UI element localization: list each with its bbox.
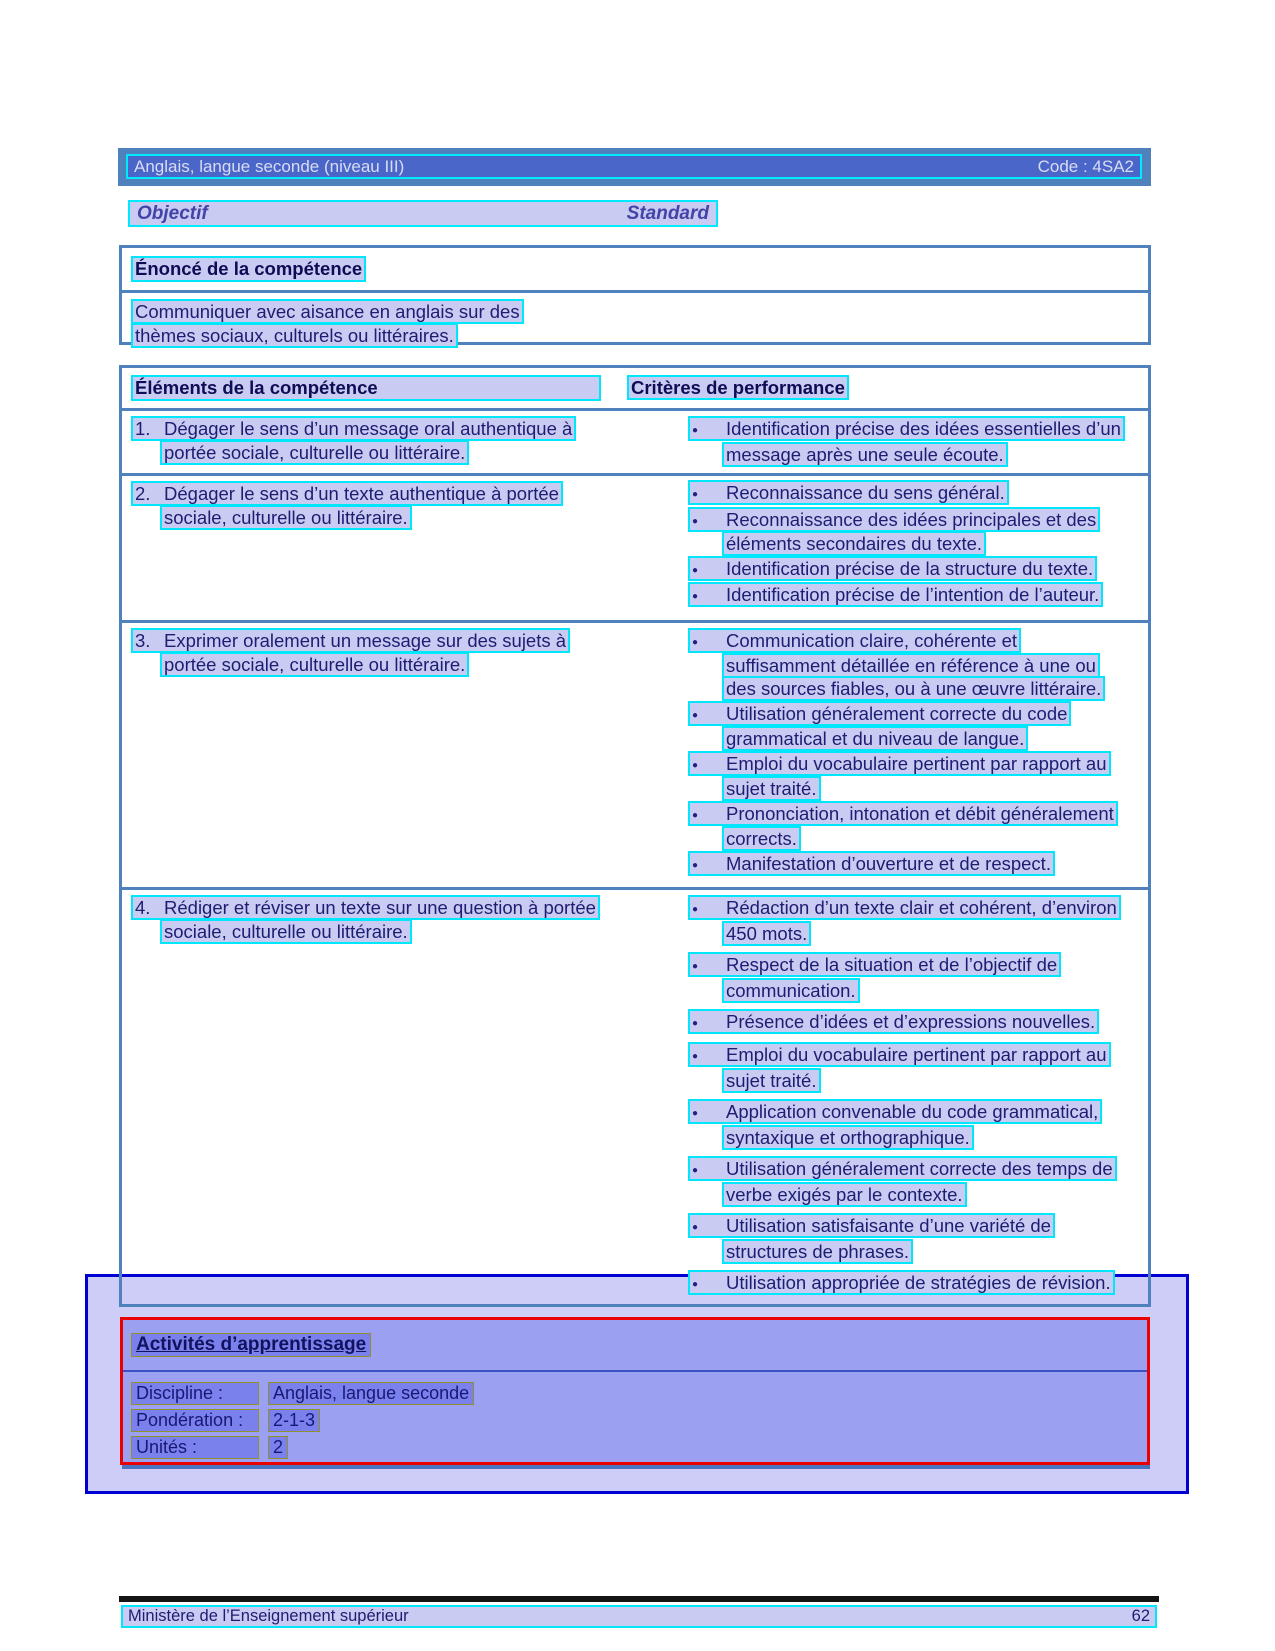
- criterion-text: Identification précise de l’intention de l’auteur.: [726, 584, 1100, 605]
- enonce-body-row: [122, 293, 1148, 348]
- item-text: Exprimer oralement un message sur des sujets à portée sociale, culturelle ou littéraire.: [164, 630, 567, 675]
- criterion: [688, 417, 1129, 467]
- criterion: [688, 1271, 1129, 1297]
- bullet-icon: ●: [692, 489, 699, 500]
- item-number: 2.: [135, 483, 151, 504]
- criterion: [688, 1043, 1129, 1093]
- criterion-text: Prononciation, intonation et débit généralement corrects.: [726, 803, 1114, 849]
- table-row: [122, 408, 1148, 473]
- bullet-icon: ●: [692, 961, 699, 972]
- bullet-icon: ●: [692, 591, 699, 602]
- bullet-icon: ●: [692, 637, 699, 648]
- criterion: [688, 896, 1129, 946]
- footer-page-number: 62: [1131, 1607, 1150, 1625]
- criterion: [688, 802, 1129, 850]
- criterion: [688, 1157, 1129, 1207]
- bullet-icon: ●: [692, 425, 699, 436]
- course-title: Anglais, langue seconde (niveau III): [134, 156, 405, 176]
- criterion: [688, 1010, 1129, 1036]
- bullet-icon: ●: [692, 515, 699, 527]
- element-item-4: [131, 896, 619, 944]
- criterion: [688, 509, 1129, 556]
- footer-band: [121, 1605, 1157, 1628]
- criteria-list: [627, 482, 1148, 609]
- item-text: Dégager le sens d’un texte authentique à portée sociale, culturelle ou littéraire.: [164, 483, 559, 528]
- criterion: [688, 558, 1129, 583]
- activites-box: [120, 1317, 1150, 1465]
- bullet-icon: ●: [692, 810, 699, 821]
- item-number: 3.: [135, 630, 151, 651]
- item-text: Dégager le sens d’un message oral authentique à portée sociale, culturelle ou littéraire.: [164, 418, 573, 463]
- col-elements-header: Éléments de la compétence: [131, 375, 601, 401]
- element-item-3: [131, 629, 619, 677]
- item-text: Rédiger et réviser un texte sur une question à portée sociale, culturelle ou littéraire.: [164, 897, 596, 942]
- bullet-icon: ●: [692, 1165, 699, 1176]
- criterion: [688, 752, 1129, 800]
- bullet-icon: ●: [692, 904, 699, 915]
- criterion-text: Utilisation généralement correcte des temps de verbe exigés par le contexte.: [726, 1158, 1113, 1205]
- field-label: Discipline :: [131, 1382, 259, 1405]
- objectif-standard-band: [128, 200, 718, 227]
- page-header-band: [126, 154, 1142, 179]
- activites-box-shadow: [122, 1465, 1150, 1469]
- bullet-icon: ●: [692, 1051, 699, 1062]
- element-item-1: [131, 417, 619, 465]
- criterion-text: Respect de la situation et de l’objectif de communication.: [726, 954, 1058, 1001]
- page-header-bar: [118, 148, 1151, 186]
- field-label: Unités :: [131, 1436, 259, 1459]
- criterion-text: Utilisation généralement correcte du code grammatical et du niveau de langue.: [726, 703, 1068, 749]
- bullet-icon: ●: [692, 710, 699, 721]
- table-row: [122, 473, 1148, 620]
- item-number: 1.: [135, 418, 151, 439]
- criterion-text: Communication claire, cohérente et suffisamment détaillée en référence à une ou des sources fiables, ou à une œuvre littéraire.: [726, 630, 1102, 699]
- field-label: Pondération :: [131, 1409, 259, 1432]
- col-criteres-header: Critères de performance: [627, 375, 849, 400]
- criteria-list: [627, 417, 1148, 467]
- criterion: [688, 584, 1129, 609]
- element-item-2: [131, 482, 619, 530]
- field-unites: [131, 1434, 1147, 1461]
- criteria-list: [627, 629, 1148, 877]
- bullet-icon: ●: [692, 1018, 699, 1029]
- criterion: [688, 1214, 1129, 1264]
- criterion-text: Reconnaissance des idées principales et des éléments secondaires du texte.: [726, 508, 1097, 554]
- table-row: [122, 620, 1148, 887]
- criterion-text: Application convenable du code grammatical, syntaxique et orthographique.: [726, 1101, 1099, 1148]
- footer-ministry: Ministère de l’Enseignement supérieur: [128, 1607, 409, 1625]
- criterion: [688, 629, 1129, 700]
- criterion: [688, 1100, 1129, 1150]
- activites-title-row: [123, 1320, 1147, 1372]
- col-elements-header-cell: [122, 375, 627, 401]
- criterion-text: Identification précise des idées essentielles d’un message après une seule écoute.: [726, 418, 1121, 465]
- enonce-header-row: [122, 248, 1148, 293]
- field-value: Anglais, langue seconde: [268, 1382, 474, 1405]
- criterion-text: Manifestation d’ouverture et de respect.: [726, 853, 1051, 874]
- criterion: [688, 702, 1129, 750]
- enonce-table: [119, 245, 1151, 345]
- criterion-text: Reconnaissance du sens général.: [726, 482, 1005, 503]
- bullet-icon: ●: [692, 760, 699, 771]
- field-ponderation: [131, 1407, 1147, 1434]
- criterion-text: Utilisation appropriée de stratégies de révision.: [726, 1272, 1111, 1293]
- competence-table-header: [122, 368, 1148, 408]
- bullet-icon: ●: [692, 564, 699, 576]
- course-code: Code : 4SA2: [1037, 156, 1134, 176]
- bullet-icon: ●: [692, 1222, 699, 1233]
- competence-table: [119, 365, 1151, 1307]
- criterion: [688, 482, 1129, 507]
- criterion-text: Emploi du vocabulaire pertinent par rapport au sujet traité.: [726, 1044, 1107, 1091]
- criteria-list: [627, 896, 1148, 1297]
- criterion: [688, 852, 1129, 877]
- footer-rule: [119, 1596, 1159, 1602]
- criterion: [688, 953, 1129, 1003]
- objectif-heading: Objectif: [137, 202, 208, 224]
- bullet-icon: ●: [692, 1108, 699, 1119]
- criterion-text: Présence d’idées et d’expressions nouvelles.: [726, 1011, 1096, 1032]
- table-row: [122, 887, 1148, 1304]
- field-value: 2-1-3: [268, 1409, 320, 1432]
- item-number: 4.: [135, 897, 151, 918]
- bullet-icon: ●: [692, 1279, 699, 1290]
- activites-title: Activités d’apprentissage: [131, 1333, 371, 1357]
- field-value: 2: [268, 1436, 288, 1459]
- criterion-text: Emploi du vocabulaire pertinent par rapport au sujet traité.: [726, 753, 1107, 799]
- enonce-title: Énoncé de la compétence: [131, 256, 366, 282]
- field-discipline: [131, 1380, 1147, 1407]
- standard-heading: Standard: [626, 202, 709, 224]
- col-criteres-header-cell: [627, 377, 1148, 399]
- enonce-body-text: Communiquer avec aisance en anglais sur des thèmes sociaux, culturels ou littéraires.: [131, 299, 524, 348]
- activites-fields: [123, 1372, 1147, 1461]
- criterion-text: Rédaction d’un texte clair et cohérent, d’environ 450 mots.: [726, 897, 1117, 944]
- criterion-text: Identification précise de la structure du texte.: [726, 557, 1094, 579]
- criterion-text: Utilisation satisfaisante d’une variété de structures de phrases.: [726, 1215, 1051, 1262]
- bullet-icon: ●: [692, 860, 699, 871]
